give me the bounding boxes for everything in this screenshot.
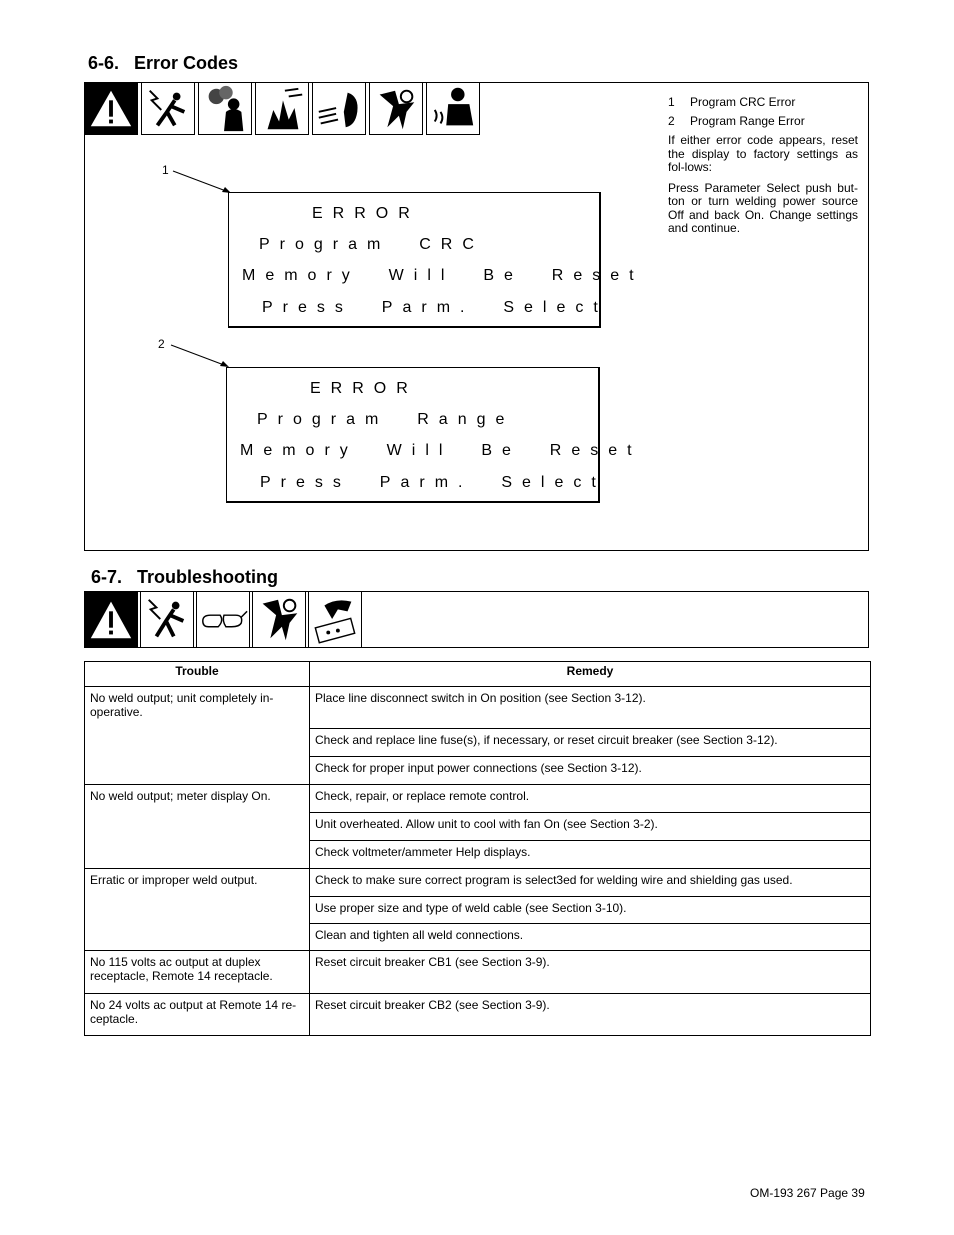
trouble-cell: Erratic or improper weld output. — [85, 869, 310, 951]
remedy-cell: Use proper size and type of weld cable (see Section 3-10). — [310, 897, 871, 924]
moving-parts-icon — [369, 82, 423, 135]
table-row — [85, 785, 871, 813]
remedy-cell: Check, repair, or replace remote control. — [310, 785, 871, 813]
safety-icon-strip-1 — [84, 82, 483, 135]
arc-rays-icon — [312, 82, 366, 135]
remedy-cell: Place line disconnect switch in On position (see Section 3-12). — [310, 687, 871, 729]
moving-parts-icon — [252, 591, 306, 648]
parameter-select-paragraph: Press Parameter Select push but-ton or turn welding power source Off and back On. Change settings and continue. — [668, 180, 858, 235]
table-row — [85, 951, 871, 994]
table-row — [85, 869, 871, 897]
section-title-troubleshooting: 6-7. Troubleshooting — [91, 567, 279, 587]
hot-parts-icon — [426, 82, 480, 135]
remedy-cell: Check voltmeter/ammeter Help displays. — [310, 841, 871, 869]
remedy-cell: Reset circuit breaker CB2 (see Section 3-9). — [310, 994, 871, 1036]
legend-text: Program Range Error — [690, 113, 805, 128]
display-line: ERROR — [310, 380, 418, 397]
column-header-trouble: Trouble — [85, 662, 310, 687]
remedy-cell: Reset circuit breaker CB1 (see Section 3-9). — [310, 951, 871, 994]
legend-number: 2 — [668, 113, 675, 128]
column-header-remedy: Remedy — [310, 662, 871, 687]
safety-glasses-icon — [196, 591, 250, 648]
legend-number: 1 — [668, 95, 675, 109]
callout-number: 1 — [162, 163, 169, 177]
section-title-error-codes: 6-6. Error Codes — [88, 53, 239, 73]
legend-text: Program CRC Error — [690, 95, 796, 109]
fire-sparks-icon — [255, 82, 309, 135]
trouble-cell: No weld output; unit completely in-operative. — [85, 687, 310, 785]
warning-icon — [84, 82, 138, 135]
electric-shock-icon — [141, 82, 195, 135]
trouble-cell: No 115 volts ac output at duplex receptacle, Remote 14 receptacle. — [85, 951, 310, 994]
display-line: ERROR — [312, 205, 420, 222]
troubleshooting-table — [84, 661, 871, 1036]
reset-instruction-paragraph: If either error code appears, reset the display to factory settings as fol-lows: — [668, 133, 858, 174]
callout-arrow — [170, 168, 236, 198]
warning-icon — [84, 591, 138, 648]
static-electricity-icon — [308, 591, 362, 648]
display-line: Memory Will Be Reset — [242, 267, 644, 284]
remedy-cell: Check for proper input power connections (see Section 3-12). — [310, 757, 871, 785]
safety-icon-strip-2 — [84, 591, 365, 648]
remedy-cell: Check to make sure correct program is select3ed for welding wire and shielding gas used. — [310, 869, 871, 897]
remedy-cell: Clean and tighten all weld connections. — [310, 924, 871, 951]
callout-number: 2 — [158, 337, 165, 351]
remedy-cell: Check and replace line fuse(s), if necessary, or reset circuit breaker (see Section 3-12). — [310, 729, 871, 757]
side-legend — [668, 96, 858, 236]
display-line: Press Parm. Select — [262, 299, 608, 316]
error-display-crc — [228, 192, 644, 328]
display-line: Press Parm. Select — [260, 474, 606, 491]
fumes-icon — [198, 82, 252, 135]
table-row — [85, 994, 871, 1036]
error-display-range — [226, 367, 642, 503]
trouble-cell: No weld output; meter display On. — [85, 785, 310, 869]
table-row — [85, 687, 871, 729]
table-header-row — [85, 662, 871, 687]
display-line: Program Range — [257, 411, 515, 428]
page-footer: OM-193 267 Page 39 — [750, 1186, 865, 1200]
display-line: Memory Will Be Reset — [240, 442, 642, 459]
remedy-cell: Unit overheated. Allow unit to cool with fan On (see Section 3-2). — [310, 813, 871, 841]
trouble-cell: No 24 volts ac output at Remote 14 re-ceptacle. — [85, 994, 310, 1036]
display-line: Program CRC — [259, 236, 484, 253]
electric-shock-icon — [140, 591, 194, 648]
callout-arrow — [168, 342, 234, 372]
